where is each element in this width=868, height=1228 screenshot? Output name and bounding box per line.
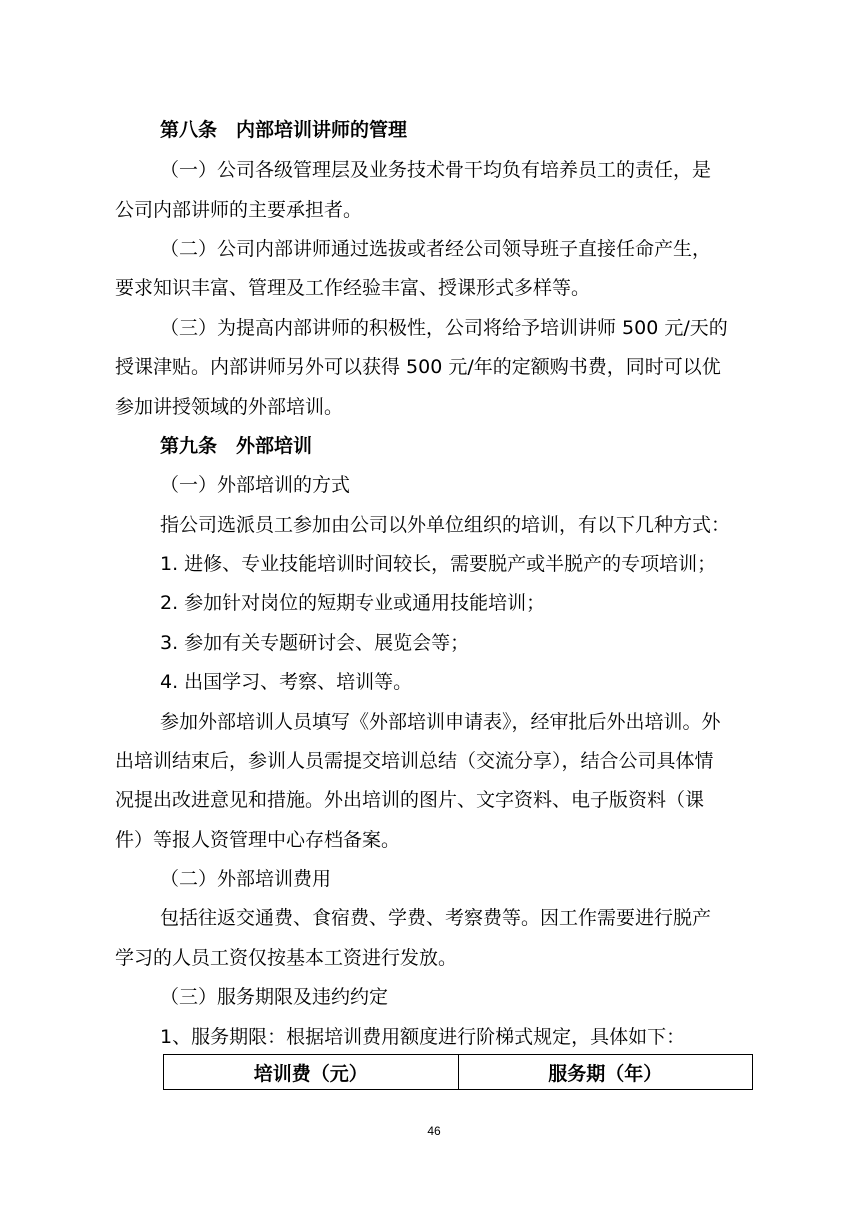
paragraph-line: 参加外部培训人员填写《外部培训申请表》，经审批后外出培训。外 (160, 711, 721, 733)
section-heading: （一）外部培训的方式 (160, 474, 351, 496)
list-item: 3. 参加有关专题研讨会、展览会等； (160, 632, 470, 654)
article-8-heading: 第八条 内部培训讲师的管理 (160, 119, 408, 141)
paragraph-line: 指公司选派员工参加由公司以外单位组织的培训，有以下几种方式： (160, 514, 731, 536)
paragraph-line: 出培训结束后，参训人员需提交培训总结（交流分享），结合公司具体情 (115, 750, 714, 772)
paragraph-line: 公司内部讲师的主要承担者。 (115, 199, 363, 221)
list-item: 4. 出国学习、考察、培训等。 (160, 671, 413, 693)
table-header-service-period: 服务期（年） (458, 1055, 753, 1089)
paragraph-line: 要求知识丰富、管理及工作经验丰富、授课形式多样等。 (115, 277, 591, 299)
paragraph-line: 参加讲授领域的外部培训。 (115, 396, 344, 418)
article-9-heading: 第九条 外部培训 (160, 435, 313, 457)
list-item: 2. 参加针对岗位的短期专业或通用技能培训； (160, 592, 546, 614)
paragraph-line: （三）为提高内部讲师的积极性，公司将给予培训讲师 500 元/天的 (160, 317, 728, 339)
paragraph-line: （二）公司内部讲师通过选拔或者经公司领导班子直接任命产生， (160, 238, 712, 260)
paragraph-line: 况提出改进意见和措施。外出培训的图片、文字资料、电子版资料（课 (115, 789, 705, 811)
paragraph-line: （一）公司各级管理层及业务技术骨干均负有培养员工的责任，是 (160, 159, 712, 181)
paragraph-line: 1、服务期限：根据培训费用额度进行阶梯式规定，具体如下： (160, 1026, 686, 1048)
service-period-table (163, 1054, 753, 1090)
paragraph-line: 学习的人员工资仅按基本工资进行发放。 (115, 947, 458, 969)
page-number: 46 (427, 1124, 441, 1138)
paragraph-line: 包括往返交通费、食宿费、学费、考察费等。因工作需要进行脱产 (160, 907, 712, 929)
paragraph-line: 授课津贴。内部讲师另外可以获得 500 元/年的定额购书费，同时可以优 (115, 356, 721, 378)
table-header-training-fee: 培训费（元） (253, 1062, 368, 1085)
section-heading: （二）外部培训费用 (160, 868, 332, 890)
paragraph-line: 件）等报人资管理中心存档备案。 (115, 829, 401, 851)
list-item: 1. 进修、专业技能培训时间较长，需要脱产或半脱产的专项培训； (160, 553, 717, 575)
section-heading: （三）服务期限及违约约定 (160, 986, 389, 1008)
